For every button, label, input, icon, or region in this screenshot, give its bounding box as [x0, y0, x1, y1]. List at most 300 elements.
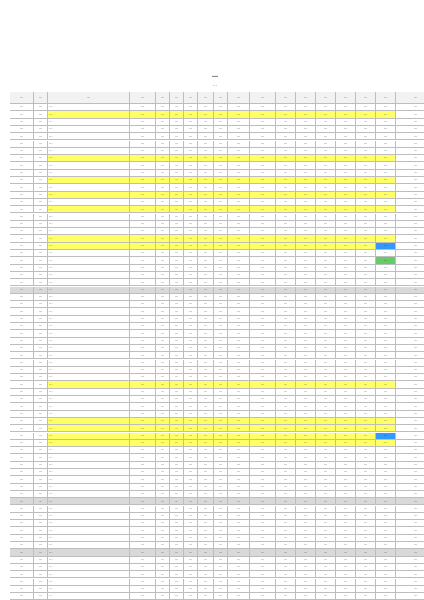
table-cell: … [250, 513, 276, 520]
table-cell: … [376, 476, 396, 483]
table-cell: … [396, 214, 424, 221]
table-cell: … [170, 520, 184, 527]
table-cell: … [376, 214, 396, 221]
table-cell: … [396, 469, 424, 476]
table-cell: … [250, 279, 276, 286]
header-cell: … [10, 92, 34, 104]
table-cell: … [34, 221, 48, 228]
table-cell: … [198, 498, 214, 505]
table-cell: … [228, 418, 250, 425]
table-cell: … [10, 593, 34, 600]
table-cell: … [10, 265, 34, 272]
table-cell: … [276, 447, 296, 454]
table-cell: … [214, 396, 228, 403]
table-cell: … [296, 454, 316, 461]
table-cell: … [10, 440, 34, 447]
table-cell: … [336, 454, 356, 461]
table-cell: … [156, 104, 170, 111]
table-cell: … [228, 214, 250, 221]
table-cell: … [296, 170, 316, 177]
table-cell: … [296, 484, 316, 491]
table-cell: … [316, 155, 336, 162]
table-cell: … [336, 462, 356, 469]
table-cell: … [396, 221, 424, 228]
table-cell: … [130, 593, 156, 600]
table-cell: … [34, 506, 48, 513]
table-cell: … [276, 506, 296, 513]
table-cell: … [228, 192, 250, 199]
table-cell: … [356, 579, 376, 586]
table-cell: … [198, 425, 214, 432]
table-cell: … [214, 425, 228, 432]
table-cell: … [356, 184, 376, 191]
table-cell: … [198, 316, 214, 323]
table-cell: … [130, 294, 156, 301]
table-cell: … [156, 535, 170, 542]
table-cell: … [396, 586, 424, 593]
table-cell: … [130, 272, 156, 279]
table-cell: … [276, 374, 296, 381]
table-cell: … [198, 126, 214, 133]
table-cell: … [376, 243, 396, 250]
table-cell: … [228, 111, 250, 118]
table-cell: … [316, 447, 336, 454]
table-cell: … [156, 214, 170, 221]
table-cell: … [34, 381, 48, 388]
table-cell: … [336, 308, 356, 315]
table-cell: … [296, 593, 316, 600]
table-cell: … [376, 104, 396, 111]
table-cell: … [276, 593, 296, 600]
table-cell: … [396, 235, 424, 242]
table-cell: … [376, 155, 396, 162]
table-cell: … [156, 243, 170, 250]
table-cell: … [250, 360, 276, 367]
table-cell: … [396, 294, 424, 301]
table-cell: … [170, 360, 184, 367]
table-cell: … [356, 520, 376, 527]
table-cell: … [296, 228, 316, 235]
table-cell: … [356, 396, 376, 403]
table-cell: … [184, 440, 198, 447]
table-cell: … [130, 316, 156, 323]
table-cell: … [336, 425, 356, 432]
table-cell: … [228, 265, 250, 272]
table-cell: … [276, 206, 296, 213]
table-cell: … [396, 462, 424, 469]
table-cell: … [34, 403, 48, 410]
table-cell: … [228, 170, 250, 177]
table-cell: … [198, 542, 214, 549]
table-cell: … [250, 272, 276, 279]
table-cell: … [34, 162, 48, 169]
table-cell: … [316, 549, 336, 556]
table-cell: … [10, 133, 34, 140]
table-cell: … [296, 294, 316, 301]
table-cell: … [316, 119, 336, 126]
table-cell: … [184, 162, 198, 169]
table-cell: … [214, 148, 228, 155]
table-cell: … [396, 170, 424, 177]
table-cell: … [296, 462, 316, 469]
header-cell: … [396, 92, 424, 104]
table-cell: … [396, 133, 424, 140]
table-cell: … [296, 527, 316, 534]
table-cell: … [296, 287, 316, 294]
table-cell: … [356, 119, 376, 126]
table-cell: … [396, 265, 424, 272]
table-cell: … [250, 330, 276, 337]
table-cell: … [214, 593, 228, 600]
table-cell: … [336, 272, 356, 279]
table-cell: … [156, 447, 170, 454]
table-cell: … [296, 411, 316, 418]
table-cell: … [250, 374, 276, 381]
table-cell: … [250, 579, 276, 586]
table-cell: … [336, 257, 356, 264]
table-cell: … [198, 170, 214, 177]
table-cell: … [214, 141, 228, 148]
table-cell: … [48, 308, 130, 315]
table-cell: … [396, 447, 424, 454]
table-cell: … [316, 352, 336, 359]
table-cell: … [170, 506, 184, 513]
table-cell: … [376, 235, 396, 242]
table-cell: … [214, 571, 228, 578]
table-cell: … [316, 498, 336, 505]
table-cell: … [198, 476, 214, 483]
table-cell: … [316, 199, 336, 206]
table-cell: … [214, 184, 228, 191]
table-cell: … [156, 433, 170, 440]
table-cell: … [156, 586, 170, 593]
table-cell: … [214, 506, 228, 513]
table-cell: … [356, 257, 376, 264]
table-cell: … [336, 513, 356, 520]
header-cell: … [228, 92, 250, 104]
table-cell: … [276, 476, 296, 483]
table-cell: … [184, 155, 198, 162]
table-cell: … [214, 155, 228, 162]
table-cell: … [156, 484, 170, 491]
table-cell: … [156, 557, 170, 564]
table-cell: … [336, 235, 356, 242]
table-cell: … [396, 484, 424, 491]
table-cell: … [228, 491, 250, 498]
table-cell: … [276, 338, 296, 345]
table-cell: … [250, 469, 276, 476]
table-cell: … [276, 316, 296, 323]
table-cell: … [376, 381, 396, 388]
table-cell: … [184, 141, 198, 148]
table-cell: … [156, 177, 170, 184]
table-cell: … [198, 549, 214, 556]
table-cell: … [48, 433, 130, 440]
table-cell: … [214, 433, 228, 440]
table-cell: … [184, 111, 198, 118]
table-cell: … [228, 476, 250, 483]
table-cell: … [198, 301, 214, 308]
table-cell: … [356, 104, 376, 111]
table-cell: … [396, 228, 424, 235]
table-cell: … [156, 141, 170, 148]
table-cell: … [356, 484, 376, 491]
table-cell: … [198, 564, 214, 571]
table-cell: … [156, 462, 170, 469]
table-cell: … [250, 235, 276, 242]
table-cell: … [356, 199, 376, 206]
table-cell: … [296, 360, 316, 367]
table-cell: … [198, 571, 214, 578]
table-cell: … [356, 411, 376, 418]
table-cell: … [34, 433, 48, 440]
table-cell: … [214, 206, 228, 213]
table-cell: … [316, 345, 336, 352]
table-cell: … [316, 586, 336, 593]
table-cell: … [356, 279, 376, 286]
table-cell: … [336, 330, 356, 337]
table-cell: … [376, 111, 396, 118]
table-cell: … [34, 316, 48, 323]
table-cell: … [10, 235, 34, 242]
table-cell: … [276, 433, 296, 440]
table-cell: … [156, 396, 170, 403]
table-cell: … [276, 177, 296, 184]
table-cell: … [156, 411, 170, 418]
table-cell: … [130, 557, 156, 564]
table-cell: … [184, 177, 198, 184]
table-cell: … [296, 104, 316, 111]
table-cell: … [316, 214, 336, 221]
table-cell: … [130, 506, 156, 513]
table-cell: … [336, 214, 356, 221]
table-cell: … [34, 243, 48, 250]
table-cell: … [336, 557, 356, 564]
table-cell: … [10, 425, 34, 432]
table-cell: … [156, 374, 170, 381]
table-cell: … [228, 579, 250, 586]
table-cell: … [376, 425, 396, 432]
table-cell: … [336, 381, 356, 388]
table-cell: … [356, 462, 376, 469]
table-cell: … [214, 374, 228, 381]
table-cell: … [130, 513, 156, 520]
table-cell: … [10, 469, 34, 476]
table-cell: … [356, 418, 376, 425]
table-cell: … [376, 557, 396, 564]
table-cell: … [170, 294, 184, 301]
table-cell: … [316, 279, 336, 286]
table-cell: … [276, 557, 296, 564]
table-cell: … [276, 411, 296, 418]
table-cell: … [296, 279, 316, 286]
table-cell: … [156, 491, 170, 498]
table-cell: … [48, 243, 130, 250]
table-cell: … [214, 111, 228, 118]
table-cell: … [250, 141, 276, 148]
table-cell: … [376, 389, 396, 396]
table-cell: … [130, 564, 156, 571]
table-cell: … [228, 484, 250, 491]
table-cell: … [34, 155, 48, 162]
table-cell: … [10, 527, 34, 534]
table-cell: … [276, 462, 296, 469]
table-cell: … [34, 498, 48, 505]
table-cell: … [34, 214, 48, 221]
table-cell: … [130, 425, 156, 432]
table-cell: … [356, 403, 376, 410]
table-cell: … [356, 206, 376, 213]
table-cell: … [48, 301, 130, 308]
table-cell: … [228, 440, 250, 447]
table-cell: … [34, 192, 48, 199]
table-cell: … [250, 287, 276, 294]
table-cell: … [10, 513, 34, 520]
table-cell: … [48, 352, 130, 359]
table-cell: … [198, 462, 214, 469]
table-cell: … [228, 425, 250, 432]
table-cell: … [48, 462, 130, 469]
table-cell: … [376, 403, 396, 410]
table-cell: … [356, 316, 376, 323]
table-cell: … [156, 564, 170, 571]
table-cell: … [170, 440, 184, 447]
table-cell: … [130, 192, 156, 199]
table-cell: … [356, 476, 376, 483]
table-cell: … [228, 506, 250, 513]
table-cell: … [396, 403, 424, 410]
table-cell: … [130, 279, 156, 286]
table-cell: … [184, 352, 198, 359]
table-cell: … [228, 542, 250, 549]
table-cell: … [184, 418, 198, 425]
table-cell: … [156, 593, 170, 600]
table-cell: … [214, 323, 228, 330]
table-cell: … [48, 338, 130, 345]
table-cell: … [34, 549, 48, 556]
table-cell: … [356, 513, 376, 520]
table-cell: … [130, 287, 156, 294]
table-cell: … [170, 177, 184, 184]
table-cell: … [376, 360, 396, 367]
table-cell: … [48, 279, 130, 286]
table-cell: … [214, 192, 228, 199]
table-cell: … [250, 192, 276, 199]
table-cell: … [376, 345, 396, 352]
table-cell: … [214, 119, 228, 126]
table-cell: … [296, 192, 316, 199]
table-cell: … [396, 119, 424, 126]
table-cell: … [34, 476, 48, 483]
table-cell: … [296, 571, 316, 578]
table-cell: … [10, 396, 34, 403]
table-cell: … [10, 447, 34, 454]
table-cell: … [228, 294, 250, 301]
table-cell: … [336, 133, 356, 140]
table-cell: … [10, 462, 34, 469]
table-cell: … [198, 352, 214, 359]
table-cell: … [10, 111, 34, 118]
table-cell: … [10, 389, 34, 396]
table-cell: … [376, 294, 396, 301]
table-cell: … [336, 579, 356, 586]
table-cell: … [10, 491, 34, 498]
table-cell: … [250, 425, 276, 432]
table-cell: … [316, 184, 336, 191]
table-cell: … [214, 287, 228, 294]
table-cell: … [356, 338, 376, 345]
table-cell: … [10, 586, 34, 593]
table-cell: … [170, 228, 184, 235]
table-cell: … [296, 549, 316, 556]
table-cell: … [48, 221, 130, 228]
table-cell: … [296, 111, 316, 118]
table-cell: … [156, 199, 170, 206]
table-cell: … [170, 301, 184, 308]
table-cell: … [396, 330, 424, 337]
table-cell: … [250, 564, 276, 571]
table-cell: … [316, 360, 336, 367]
table-cell: … [316, 527, 336, 534]
table-cell: … [376, 206, 396, 213]
table-cell: … [296, 381, 316, 388]
table-cell: … [198, 484, 214, 491]
table-cell: … [250, 338, 276, 345]
table-cell: … [214, 162, 228, 169]
table-cell: … [130, 411, 156, 418]
table-cell: … [396, 389, 424, 396]
table-cell: … [184, 476, 198, 483]
table-cell: … [34, 345, 48, 352]
table-cell: … [34, 257, 48, 264]
table-cell: … [198, 243, 214, 250]
table-cell: … [198, 506, 214, 513]
table-cell: … [214, 345, 228, 352]
table-cell: … [296, 352, 316, 359]
table-cell: … [198, 119, 214, 126]
table-cell: … [356, 352, 376, 359]
table-cell: … [250, 535, 276, 542]
table-cell: … [156, 367, 170, 374]
table-cell: … [316, 133, 336, 140]
table-cell: … [198, 403, 214, 410]
table-cell: … [34, 418, 48, 425]
table-cell: … [198, 257, 214, 264]
table-cell: … [276, 119, 296, 126]
table-cell: … [316, 243, 336, 250]
table-cell: … [276, 235, 296, 242]
table-cell: … [376, 338, 396, 345]
table-cell: … [198, 221, 214, 228]
table-cell: … [376, 279, 396, 286]
table-cell: … [48, 111, 130, 118]
table-cell: … [316, 265, 336, 272]
table-cell: … [336, 433, 356, 440]
table-cell: … [10, 192, 34, 199]
table-cell: … [184, 433, 198, 440]
table-cell: … [198, 265, 214, 272]
table-cell: … [170, 396, 184, 403]
table-cell: … [170, 389, 184, 396]
table-cell: … [376, 549, 396, 556]
table-cell: … [184, 454, 198, 461]
table-cell: … [34, 126, 48, 133]
table-cell: … [356, 535, 376, 542]
table-cell: … [276, 513, 296, 520]
table-cell: … [376, 308, 396, 315]
table-cell: … [48, 250, 130, 257]
table-cell: … [250, 148, 276, 155]
